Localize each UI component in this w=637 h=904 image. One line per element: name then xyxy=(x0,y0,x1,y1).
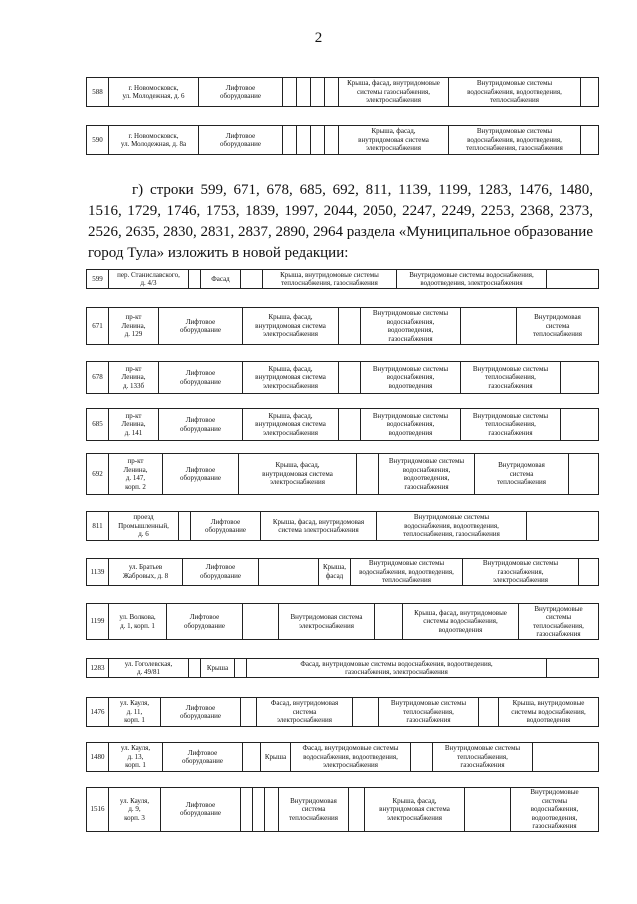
row-cell: Лифтовое оборудование xyxy=(167,604,243,640)
row-cell: Крыша xyxy=(261,743,291,772)
table-row xyxy=(86,125,599,155)
row-cell xyxy=(339,308,361,345)
row-cell xyxy=(259,559,319,586)
row-cell: Лифтовое оборудование xyxy=(161,698,241,727)
row-cell: Фасад, внутридомовые системы водоснабжения, водоотведения, электроснабжения xyxy=(291,743,411,772)
row-cell xyxy=(569,454,599,495)
table-row xyxy=(86,697,599,727)
row-cell xyxy=(297,78,311,107)
row-cell xyxy=(581,78,599,107)
row-cell: Внутридомовые системы теплоснабжения, газоснабжения xyxy=(461,409,561,441)
row-number: 599 xyxy=(87,270,109,289)
table-row xyxy=(86,269,599,289)
row-cell: Лифтовое оборудование xyxy=(199,126,283,155)
table-row xyxy=(86,742,599,772)
row-cell xyxy=(311,126,325,155)
row-cell: Внутридомовые системы водоснабжения, водоотведения, газоснабжения xyxy=(511,788,599,832)
table-row xyxy=(86,361,599,394)
row-cell: Лифтовое оборудование xyxy=(159,308,243,345)
row-cell: Крыша, фасад, внутридомовая система электроснабжения xyxy=(239,454,357,495)
row-address: ул. Кауля, д. 11, корп. 1 xyxy=(109,698,161,727)
row-number: 678 xyxy=(87,362,109,394)
row-cell xyxy=(189,659,201,678)
table-row xyxy=(86,558,599,586)
row-number: 588 xyxy=(87,78,109,107)
row-cell xyxy=(547,659,599,678)
row-cell: Внутридомовые системы водоснабжения, водоотведения, газоснабжения xyxy=(361,308,461,345)
row-number: 811 xyxy=(87,512,109,541)
row-number: 1480 xyxy=(87,743,109,772)
row-number: 671 xyxy=(87,308,109,345)
row-cell: Лифтовое оборудование xyxy=(159,409,243,441)
row-number: 1283 xyxy=(87,659,109,678)
row-cell: Лифтовое оборудование xyxy=(191,512,261,541)
row-address: пр-кт Ленина, д. 141 xyxy=(109,409,159,441)
row-cell: Внутридомовые системы водоснабжения, водоотведения xyxy=(361,362,461,394)
row-cell: Фасад xyxy=(201,270,241,289)
row-cell: Внутридомовые системы газоснабжения, электроснабжения xyxy=(463,559,579,586)
row-cell xyxy=(527,512,599,541)
table-row xyxy=(86,603,599,640)
row-cell: Крыша, фасад, внутридомовые системы газоснабжения, электроснабжения xyxy=(339,78,449,107)
row-cell xyxy=(533,743,599,772)
row-cell xyxy=(375,604,403,640)
row-cell: Внутридомовые системы водоснабжения, водоотведения, теплоснабжения, газоснабжения xyxy=(449,126,581,155)
row-number: 1199 xyxy=(87,604,109,640)
row-address: пер. Станиславского, д. 4/3 xyxy=(109,270,189,289)
row-number: 692 xyxy=(87,454,109,495)
row-cell xyxy=(241,270,263,289)
row-cell xyxy=(241,698,257,727)
row-cell: Крыша, фасад, внутридомовая система электроснабжения xyxy=(339,126,449,155)
row-cell: Крыша, внутридомовые системы теплоснабжения, газоснабжения xyxy=(263,270,397,289)
row-cell: Внутридомовая система теплоснабжения xyxy=(279,788,349,832)
row-cell: Внутридомовая система электроснабжения xyxy=(279,604,375,640)
row-cell xyxy=(235,659,247,678)
row-address: пр-кт Ленина, д. 133б xyxy=(109,362,159,394)
table-row xyxy=(86,77,599,107)
row-cell xyxy=(253,788,265,832)
row-number: 1476 xyxy=(87,698,109,727)
row-address: проезд Промышленный, д. 6 xyxy=(109,512,179,541)
row-cell: Крыша, фасад, внутридомовая система электроснабжения xyxy=(261,512,377,541)
row-cell xyxy=(349,788,365,832)
table-row xyxy=(86,453,599,495)
row-cell xyxy=(283,126,297,155)
table-row xyxy=(86,511,599,541)
row-number: 1139 xyxy=(87,559,109,586)
row-cell xyxy=(311,78,325,107)
row-cell: Крыша, фасад, внутридомовая система электроснабжения xyxy=(243,409,339,441)
row-cell: Лифтовое оборудование xyxy=(199,78,283,107)
row-cell: Внутридомовые системы теплоснабжения, газоснабжения xyxy=(519,604,599,640)
row-cell xyxy=(561,362,599,394)
row-address: пр-кт Ленина, д. 147, корп. 2 xyxy=(109,454,163,495)
row-cell: Внутридомовые системы теплоснабжения, газоснабжения xyxy=(433,743,533,772)
row-cell xyxy=(581,126,599,155)
row-cell: Крыша xyxy=(201,659,235,678)
table-row xyxy=(86,787,599,832)
row-cell: Внутридомовые системы водоснабжения, водоотведения, теплоснабжения xyxy=(351,559,463,586)
row-cell xyxy=(179,512,191,541)
row-cell xyxy=(353,698,379,727)
row-cell xyxy=(243,604,279,640)
row-cell: Внутридомовые системы водоснабжения, водоотведения xyxy=(361,409,461,441)
table-row xyxy=(86,408,599,441)
row-cell: Фасад, внутридомовая система электроснабжения xyxy=(257,698,353,727)
row-cell xyxy=(465,788,511,832)
row-cell: Крыша, фасад, внутридомовая система электроснабжения xyxy=(365,788,465,832)
row-number: 685 xyxy=(87,409,109,441)
row-cell xyxy=(297,126,311,155)
row-cell: Внутридомовые системы водоснабжения, водоотведения, электроснабжения xyxy=(397,270,547,289)
row-cell: Лифтовое оборудование xyxy=(159,362,243,394)
row-address: пр-кт Ленина, д. 129 xyxy=(109,308,159,345)
row-cell xyxy=(339,409,361,441)
row-cell: Крыша, внутридомовые системы водоснабжения, водоотведения xyxy=(499,698,599,727)
row-cell xyxy=(325,126,339,155)
row-cell xyxy=(339,362,361,394)
row-cell xyxy=(283,78,297,107)
row-cell xyxy=(461,308,517,345)
table-row xyxy=(86,658,599,678)
page-number: 2 xyxy=(314,30,323,46)
row-cell: Лифтовое оборудование xyxy=(183,559,259,586)
row-cell: Внутридомовые системы теплоснабжения, газоснабжения xyxy=(461,362,561,394)
row-cell xyxy=(241,788,253,832)
row-cell xyxy=(561,409,599,441)
row-address: ул. Кауля, д. 9, корп. 3 xyxy=(109,788,161,832)
row-cell xyxy=(189,270,201,289)
row-cell: Крыша, фасад, внутридомовая система электроснабжения xyxy=(243,308,339,345)
amendment-paragraph: г) строки 599, 671, 678, 685, 692, 811, 1139, 1199, 1283, 1476, 1480, 1516, 1729, 1746, 1753, 1839, 1997, 2044, 2050, 2247, 2249, 2253, 2368, 2373, 2526, 2635, 2830, 2831, 2837, 2890, 2964 раздела «Муниципальное образование город Тула» изложить в новой редакции: xyxy=(88,182,593,261)
row-cell xyxy=(579,559,599,586)
row-cell xyxy=(411,743,433,772)
row-number: 1516 xyxy=(87,788,109,832)
row-address: ул. Гоголевская, д. 49/81 xyxy=(109,659,189,678)
row-cell: Лифтовое оборудование xyxy=(161,788,241,832)
table-row xyxy=(86,307,599,345)
row-address: г. Новомосковск, ул. Молодежная, д. 6 xyxy=(109,78,199,107)
row-cell: Фасад, внутридомовые системы водоснабжения, водоотведения, газоснабжения, электроснабжения xyxy=(247,659,547,678)
row-cell xyxy=(243,743,261,772)
row-cell: Крыша, фасад, внутридомовая система электроснабжения xyxy=(243,362,339,394)
row-cell xyxy=(479,698,499,727)
row-cell: Лифтовое оборудование xyxy=(163,743,243,772)
row-cell: Внутридомовые системы теплоснабжения, газоснабжения xyxy=(379,698,479,727)
row-address: ул. Кауля, д. 13, корп. 1 xyxy=(109,743,163,772)
row-cell xyxy=(357,454,379,495)
row-cell: Внутридомовые системы водоснабжения, водоотведения, теплоснабжения, газоснабжения xyxy=(377,512,527,541)
row-cell xyxy=(547,270,599,289)
row-address: ул. Волкова, д. 1, корп. 1 xyxy=(109,604,167,640)
row-number: 590 xyxy=(87,126,109,155)
row-cell: Внутридомовая система теплоснабжения xyxy=(475,454,569,495)
row-address: ул. Братьев Жабровых, д. 8 xyxy=(109,559,183,586)
row-cell: Внутридомовая система теплоснабжения xyxy=(517,308,599,345)
row-address: г. Новомосковск, ул. Молодежная, д. 8а xyxy=(109,126,199,155)
row-cell: Лифтовое оборудование xyxy=(163,454,239,495)
row-cell: Внутридомовые системы водоснабжения, водоотведения, теплоснабжения xyxy=(449,78,581,107)
row-cell xyxy=(265,788,279,832)
row-cell xyxy=(325,78,339,107)
row-cell: Крыша, фасад xyxy=(319,559,351,586)
row-cell: Крыша, фасад, внутридомовые системы водоснабжения, водоотведения xyxy=(403,604,519,640)
row-cell: Внутридомовые системы водоснабжения, водоотведения, газоснабжения xyxy=(379,454,475,495)
